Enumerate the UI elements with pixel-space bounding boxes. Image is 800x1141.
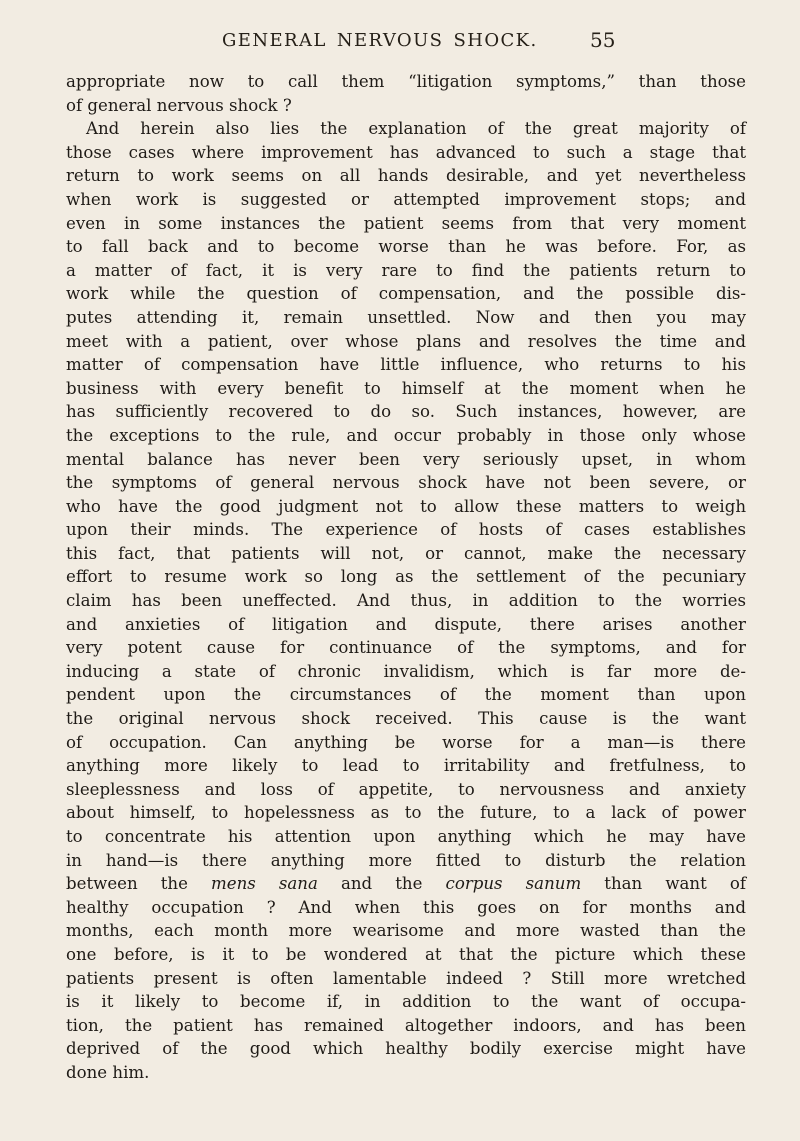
text-line: even in some instances the patient seems from that very moment — [66, 213, 746, 233]
text-line: claim has been uneffected. And thus, in addition to the worries — [66, 591, 746, 611]
text-line: tion, the patient has remained altogether indoors, and has been — [66, 1015, 746, 1035]
paragraph-2 — [66, 117, 746, 1084]
text-line: who have the good judgment not to allow these matters to weigh — [66, 496, 746, 516]
text-run: between the — [66, 874, 212, 894]
text-line: one before, is it to be wondered at that the picture which these — [66, 944, 746, 964]
text-line: has sufficiently recovered to do so. Such instances, however, are — [66, 402, 746, 422]
page-number: 55 — [590, 28, 616, 52]
text-line: the symptoms of general nervous shock have not been severe, or — [66, 473, 746, 493]
text-line: to fall back and to become worse than he was before. For, as — [66, 237, 746, 257]
text-line: inducing a state of chronic invalidism, which is far more de- — [66, 661, 746, 681]
text-line: return to work seems on all hands desirable, and yet nevertheless — [66, 166, 746, 186]
paragraph-1 — [66, 70, 746, 117]
text-line: upon their minds. The experience of hosts of cases establishes — [66, 520, 746, 540]
text-run: and the — [317, 874, 446, 894]
text-line: healthy occupation ? And when this goes on for months and — [66, 897, 746, 917]
text-line: to concentrate his attention upon anything which he may have — [66, 827, 746, 846]
text-line: mental balance has never been very seriously upset, in whom — [66, 449, 746, 469]
text-line: business with every benefit to himself at the moment when he — [66, 378, 746, 398]
text-line: deprived of the good which healthy bodily exercise might have — [66, 1039, 746, 1059]
text-line: the exceptions to the rule, and occur probably in those only whose — [66, 425, 746, 445]
text-line: meet with a patient, over whose plans and resolves the time and — [66, 331, 746, 351]
text-line: when work is suggested or attempted improvement stops; and — [66, 189, 746, 209]
text-line: And herein also lies the explanation of the great majority of — [86, 119, 746, 139]
latin-phrase-mens-sana: mens sana — [211, 874, 318, 894]
text-line: months, each month more wearisome and more wasted than the — [66, 921, 746, 941]
text-line: done him. — [66, 1062, 150, 1082]
text-line: and anxieties of litigation and dispute, there arises another — [66, 614, 746, 634]
text-line: the original nervous shock received. This cause is the want — [66, 709, 746, 729]
text-line: this fact, that patients will not, or cannot, make the necessary — [66, 543, 746, 563]
text-line: in hand—is there anything more fitted to disturb the relation — [66, 850, 746, 870]
text-line: sleeplessness and loss of appetite, to nervousness and anxiety — [66, 779, 746, 799]
text-line: those cases where improvement has advanced to such a stage that — [66, 142, 746, 162]
text-line: patients present is often lamentable indeed ? Still more wretched — [66, 968, 746, 988]
text-line: putes attending it, remain unsettled. Now and then you may — [66, 307, 746, 327]
text-line: very potent cause for continuance of the symptoms, and for — [66, 638, 746, 658]
latin-phrase-corpus-sanum: corpus sanum — [445, 874, 582, 894]
text-line: of general nervous shock ? — [66, 95, 292, 115]
text-line: appropriate now to call them “litigation symptoms,” than those — [66, 72, 746, 91]
text-line: anything more likely to lead to irritability and fretfulness, to — [66, 756, 746, 776]
text-line: of occupation. Can anything be worse for a man—is there — [66, 732, 746, 752]
running-title: GENERAL NERVOUS SHOCK. — [222, 30, 538, 51]
text-line: a matter of fact, it is very rare to find the patients return to — [66, 260, 746, 280]
text-line: about himself, to hopelessness as to the future, to a lack of power — [66, 803, 746, 823]
text-line: work while the question of compensation, and the possible dis- — [66, 284, 746, 304]
text-line: matter of compensation have little influence, who returns to his — [66, 355, 746, 375]
body-text — [66, 70, 746, 1085]
running-head — [0, 28, 800, 54]
text-line-with-latin — [66, 872, 746, 896]
text-line: is it likely to become if, in addition to the want of occupa- — [66, 992, 746, 1012]
text-run: than want of — [581, 874, 746, 894]
text-line: effort to resume work so long as the settlement of the pecuniary — [66, 567, 746, 587]
text-line: pendent upon the circumstances of the moment than upon — [66, 685, 746, 705]
